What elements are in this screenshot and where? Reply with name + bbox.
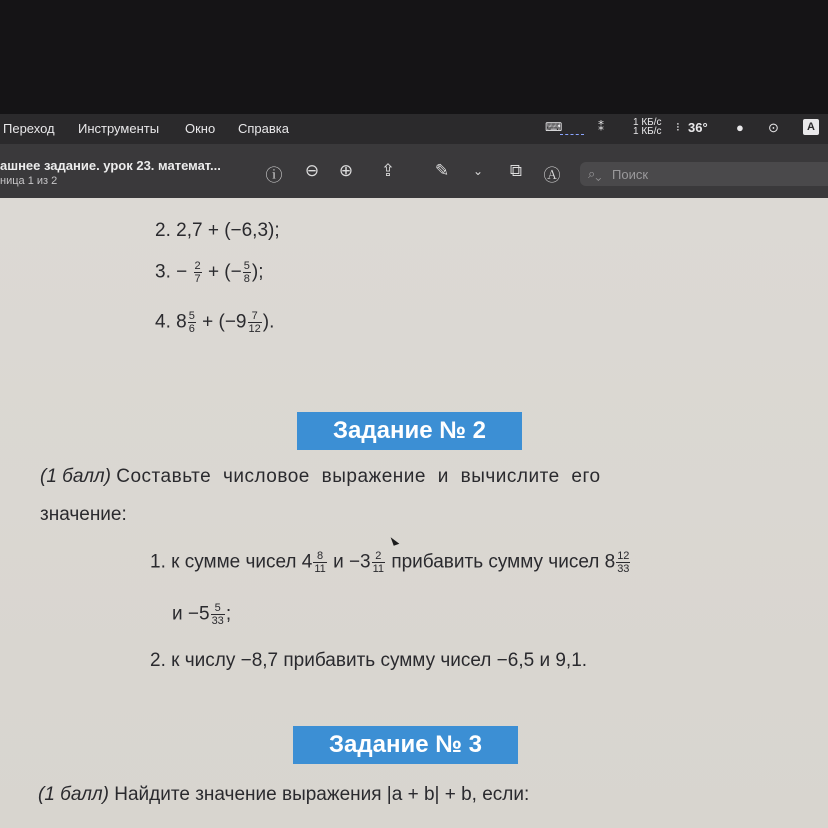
task2-points: (1 балл) — [40, 466, 111, 487]
task2-heading: Задание № 2 — [297, 412, 522, 450]
task2-description: (1 балл) Составьте числовое выражение и вычислите его — [40, 466, 601, 487]
input-source-icon[interactable]: A — [803, 119, 819, 135]
chevron-down-icon[interactable]: ⌄ — [472, 164, 484, 178]
play-icon[interactable]: ⊙ — [768, 120, 779, 135]
screen-bezel — [0, 0, 828, 114]
task1-item-4: 4. 8 $\frac{5}{6}$ + (−9 $\frac{7}{12}$ ). — [155, 310, 275, 335]
temperature: 36° — [688, 120, 708, 135]
document-title: ашнее задание. урок 23. математ... — [0, 158, 221, 173]
sensor-icon: ⁝ — [676, 120, 680, 134]
task1-item-2: 2. 2,7 + (−6,3); — [155, 220, 280, 241]
script-icon[interactable]: ⁑ — [598, 120, 604, 134]
menu-help[interactable]: Справка — [238, 121, 289, 136]
page-indicator: ница 1 из 2 — [0, 175, 58, 187]
menu-window[interactable]: Окно — [185, 121, 216, 136]
user-icon[interactable]: ● — [736, 120, 744, 135]
net-up: 1 КБ/с — [633, 117, 662, 128]
search-input[interactable] — [580, 162, 828, 186]
zoom-out-icon[interactable]: ⊖ — [304, 161, 320, 180]
search-placeholder: Поиск — [612, 167, 649, 182]
task2-description-2: значение: — [40, 504, 127, 525]
task3-description: (1 балл) Найдите значение выражения |a + b| + b, если: — [38, 784, 530, 805]
keyboard-icon[interactable]: ⌨ — [545, 120, 563, 134]
search-icon: ⌕⌄ — [588, 166, 602, 181]
info-icon[interactable]: ⓘ — [265, 166, 283, 185]
preview-toolbar — [0, 144, 828, 198]
net-down: 1 КБ/с — [633, 126, 662, 137]
zoom-in-icon[interactable]: ⊕ — [338, 161, 354, 180]
rotate-icon[interactable]: ⧉ — [509, 161, 523, 180]
network-monitor — [633, 118, 662, 136]
task2-item-2: 2. к числу −8,7 прибавить сумму чисел −6,5 и 9,1. — [150, 650, 588, 671]
share-icon[interactable]: ⇪ — [380, 161, 396, 180]
task1-item-3: 3. − $\frac{2}{7}$ + (− $\frac{5}{8}$ ); — [155, 260, 264, 285]
annotate-icon[interactable]: Ⓐ — [543, 166, 561, 185]
task3-points: (1 балл) — [38, 784, 109, 805]
task3-heading: Задание № 3 — [293, 726, 518, 764]
markup-pen-icon[interactable]: ✎ — [434, 161, 450, 180]
pdf-page — [0, 198, 828, 828]
task2-item-1-line2: и −5 $\frac{5}{33}$ ; — [172, 602, 232, 627]
task2-item-1: 1. к сумме чисел 4 $\frac{8}{11}$ и −3 $\frac{2}{11}$ прибавить сумму чисел 8 $\frac{12}{33}$ — [150, 550, 630, 575]
input-indicator[interactable] — [560, 122, 584, 135]
mouse-cursor — [391, 535, 400, 546]
menu-bar — [0, 114, 828, 144]
menu-tools[interactable]: Инструменты — [78, 121, 160, 136]
menu-go[interactable]: Переход — [3, 121, 55, 136]
